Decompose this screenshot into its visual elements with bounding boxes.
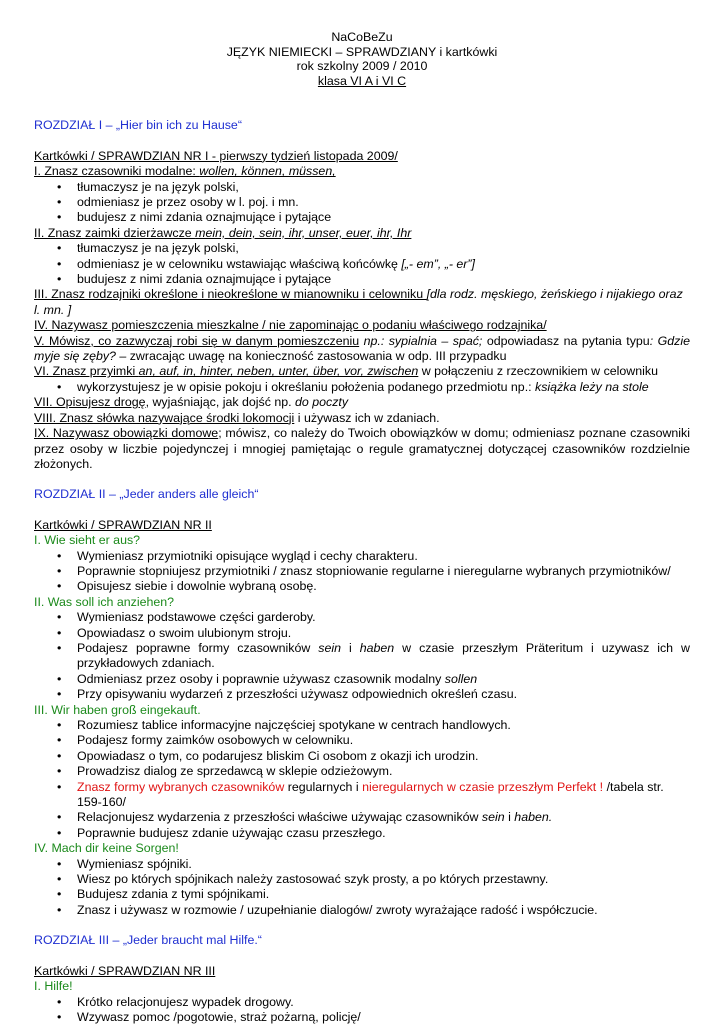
list-item-red-text: Znasz formy wybranych czasowników (77, 780, 284, 794)
list-item: • tłumaczysz je na język polski, (34, 180, 690, 195)
list-item-and: i (505, 810, 515, 824)
ch1-s9-text: IX. Nazywasz obowiązki domowe (34, 426, 218, 440)
list-item-text: wykorzystujesz je w opisie pokoju i określaniu położenia podanego przedmiotu np.: (77, 380, 535, 394)
chapter-3-test-heading: Kartkówki / SPRAWDZIAN NR III (34, 964, 690, 979)
list-item (34, 780, 690, 811)
ch1-s9-text-2: ; mówisz, co należy do Twoich obowiązków w domu; odmieniasz poznane czasowniki przez osoby w liczbie pojedynczej i mnogiej pamiętając o regule gramatycznej dotyczącej czasowników rozdzielnie złożonych. (34, 426, 690, 471)
ch1-s6-text: VI. Znasz przyimki (34, 364, 139, 378)
list-item (34, 257, 690, 272)
ch2-s1-list (34, 549, 690, 595)
ch2-s2-list (34, 610, 690, 702)
list-item-endings: [„- em”, „- er”] (401, 257, 475, 271)
list-item: • Wymieniasz spójniki. (34, 857, 690, 872)
header-line-4: klasa VI A i VI C (34, 74, 690, 89)
ch1-s5-example: np.: sypialnia – spać; (359, 334, 482, 348)
verb-sein: sein (318, 641, 341, 655)
ch2-section-3: III. Wir haben groß eingekauft. (34, 703, 690, 718)
ch1-section-6 (34, 364, 690, 379)
header-line-3: rok szkolny 2009 / 2010 (34, 59, 690, 74)
ch1-section-4: IV. Nazywasz pomieszczenia mieszkalne / nie zapominając o podaniu właściwego rodzajnika/ (34, 318, 690, 333)
ch1-s5-text: V. Mówisz, co zazwyczaj robi się w danym pomieszczeniu (34, 334, 359, 348)
list-item-page-ref: /tabela str. 159-160/ (77, 780, 664, 809)
list-item: • Wymieniasz przymiotniki opisujące wygląd i cechy charakteru. (34, 549, 690, 564)
list-item: • Znasz i używasz w rozmowie / uzupełnianie dialogów/ zwroty wyrażające radość i współczucie. (34, 903, 690, 918)
ch1-s2-pronouns: mein, dein, sein, ihr, unser, euer, ihr, Ihr (195, 226, 411, 240)
list-item: • odmieniasz je przez osoby w l. poj. i mn. (34, 195, 690, 210)
ch1-s1-list (34, 180, 690, 226)
verb-haben: haben (360, 641, 394, 655)
list-item: • Wymieniasz podstawowe części garderoby. (34, 610, 690, 625)
ch1-section-1 (34, 164, 690, 179)
list-item: • Poprawnie stopniujesz przymiotniki / znasz stopniowanie regularne i nieregularne wybranych przymiotników/ (34, 564, 690, 579)
ch1-s2-list (34, 241, 690, 287)
document-page (34, 30, 690, 1025)
chapter-1-test-heading: Kartkówki / SPRAWDZIAN NR I - pierwszy tydzień listopada 2009/ (34, 149, 690, 164)
ch1-s3-note: [dla rodz. męskiego, żeńskiego i nijakiego oraz l. mn. ] (34, 287, 683, 316)
list-item-and: i (341, 641, 360, 655)
ch2-section-1: I. Wie sieht er aus? (34, 533, 690, 548)
list-item: • Prowadzisz dialog ze sprzedawcą w sklepie odzieżowym. (34, 764, 690, 779)
ch1-section-9 (34, 426, 690, 472)
ch2-s4-list (34, 857, 690, 919)
list-item: • Poprawnie budujesz zdanie używając czasu przeszłego. (34, 826, 690, 841)
list-item-text: Relacjonujesz wydarzenia z przeszłości właściwe używając czasowników (77, 810, 482, 824)
list-item (34, 380, 690, 395)
list-item: • Opowiadasz o tym, co podarujesz bliskim Ci osobom z okazji ich urodzin. (34, 749, 690, 764)
header-line-1: NaCoBeZu (34, 30, 690, 45)
ch1-s5-text-3: – zwracając uwagę na konieczność zastosowania w odp. III przypadku (116, 349, 507, 363)
list-item: • Opisujesz siebie i dowolnie wybraną osobę. (34, 579, 690, 594)
list-item-text: Odmieniasz przez osoby i poprawnie używasz czasownik modalny (77, 672, 445, 686)
list-item: • Opowiadasz o swoim ulubionym stroju. (34, 626, 690, 641)
list-item-text: Podajesz poprawne formy czasowników (77, 641, 318, 655)
list-item-text-2: w czasie przeszłym Präteritum i uzywasz ich w przykładowych zdaniach. (77, 641, 690, 670)
ch1-section-2 (34, 226, 690, 241)
list-item: • Podajesz formy zaimków osobowych w celowniku. (34, 733, 690, 748)
chapter-1-title: ROZDZIAŁ I – „Hier bin ich zu Hause“ (34, 118, 690, 133)
ch2-section-4: IV. Mach dir keine Sorgen! (34, 841, 690, 856)
ch1-s5-question: : Gdzie myje się zęby? (34, 334, 690, 363)
chapter-2-title: ROZDZIAŁ II – „Jeder anders alle gleich“ (34, 487, 690, 502)
ch3-section-1: I. Hilfe! (34, 979, 690, 994)
verb-sollen: sollen (445, 672, 477, 686)
list-item-text: regularnych i (284, 780, 362, 794)
list-item (34, 810, 690, 825)
ch1-s1-text: I. Znasz czasowniki modalne: (34, 164, 199, 178)
list-item: • Wzywasz pomoc /pogotowie, straż pożarną, policję/ (34, 1010, 690, 1025)
document-header (34, 30, 690, 88)
list-item: • Krótko relacjonujesz wypadek drogowy. (34, 995, 690, 1010)
list-item: • Rozumiesz tablice informacyjne najczęściej spotykane w centrach handlowych. (34, 718, 690, 733)
ch1-s6-list (34, 380, 690, 395)
ch1-section-5 (34, 334, 690, 365)
ch3-s1-list (34, 995, 690, 1025)
ch1-s2-text: II. Znasz zaimki dzierżawcze (34, 226, 195, 240)
ch1-s8-text-2: i używasz ich w zdaniach. (294, 411, 439, 425)
chapter-3-title: ROZDZIAŁ III – „Jeder braucht mal Hilfe.“ (34, 933, 690, 948)
ch1-section-7 (34, 395, 690, 410)
header-line-2: JĘZYK NIEMIECKI – SPRAWDZIANY i kartkówki (34, 45, 690, 60)
list-item (34, 672, 690, 687)
verb-haben: haben. (514, 810, 552, 824)
ch2-s3-list (34, 718, 690, 841)
ch1-s1-verbs: wollen, können, müssen, (199, 164, 335, 178)
list-item: • Przy opisywaniu wydarzeń z przeszłości używasz odpowiednich określeń czasu. (34, 687, 690, 702)
list-item: • Wiesz po których spójnikach należy zastosować szyk prosty, a po których przestawny. (34, 872, 690, 887)
list-item-text: odmieniasz je w celowniku wstawiając właściwą końcówkę (77, 257, 401, 271)
ch1-section-8 (34, 411, 690, 426)
ch1-s5-text-2: odpowiadasz na pytania typu (482, 334, 649, 348)
list-item: • budujesz z nimi zdania oznajmujące i pytające (34, 272, 690, 287)
ch1-s3-text: III. Znasz rodzajniki określone i nieokreślone w mianowniku i celowniku (34, 287, 427, 301)
chapter-2-test-heading: Kartkówki / SPRAWDZIAN NR II (34, 518, 690, 533)
ch1-s6-text-2: w połączeniu z rzeczownikiem w celowniku (418, 364, 658, 378)
ch1-s7-example: do poczty (295, 395, 348, 409)
list-item-red-text-2: nieregularnych w czasie przeszłym Perfekt ! (362, 780, 603, 794)
list-item (34, 641, 690, 672)
list-item: • tłumaczysz je na język polski, (34, 241, 690, 256)
ch1-s7-text-2: , wyjaśniając, jak dojść np. (146, 395, 295, 409)
ch1-s6-prepositions: an, auf, in, hinter, neben, unter, über, vor, zwischen (139, 364, 419, 378)
list-item: • budujesz z nimi zdania oznajmujące i pytające (34, 210, 690, 225)
verb-sein: sein (482, 810, 505, 824)
ch1-s7-text: VII. Opisujesz drogę (34, 395, 146, 409)
list-item: • Budujesz zdania z tymi spójnikami. (34, 887, 690, 902)
list-item-example: książka leży na stole (535, 380, 649, 394)
ch1-section-3 (34, 287, 690, 318)
ch1-s8-text: VIII. Znasz słówka nazywające środki lokomocji (34, 411, 294, 425)
ch2-section-2: II. Was soll ich anziehen? (34, 595, 690, 610)
